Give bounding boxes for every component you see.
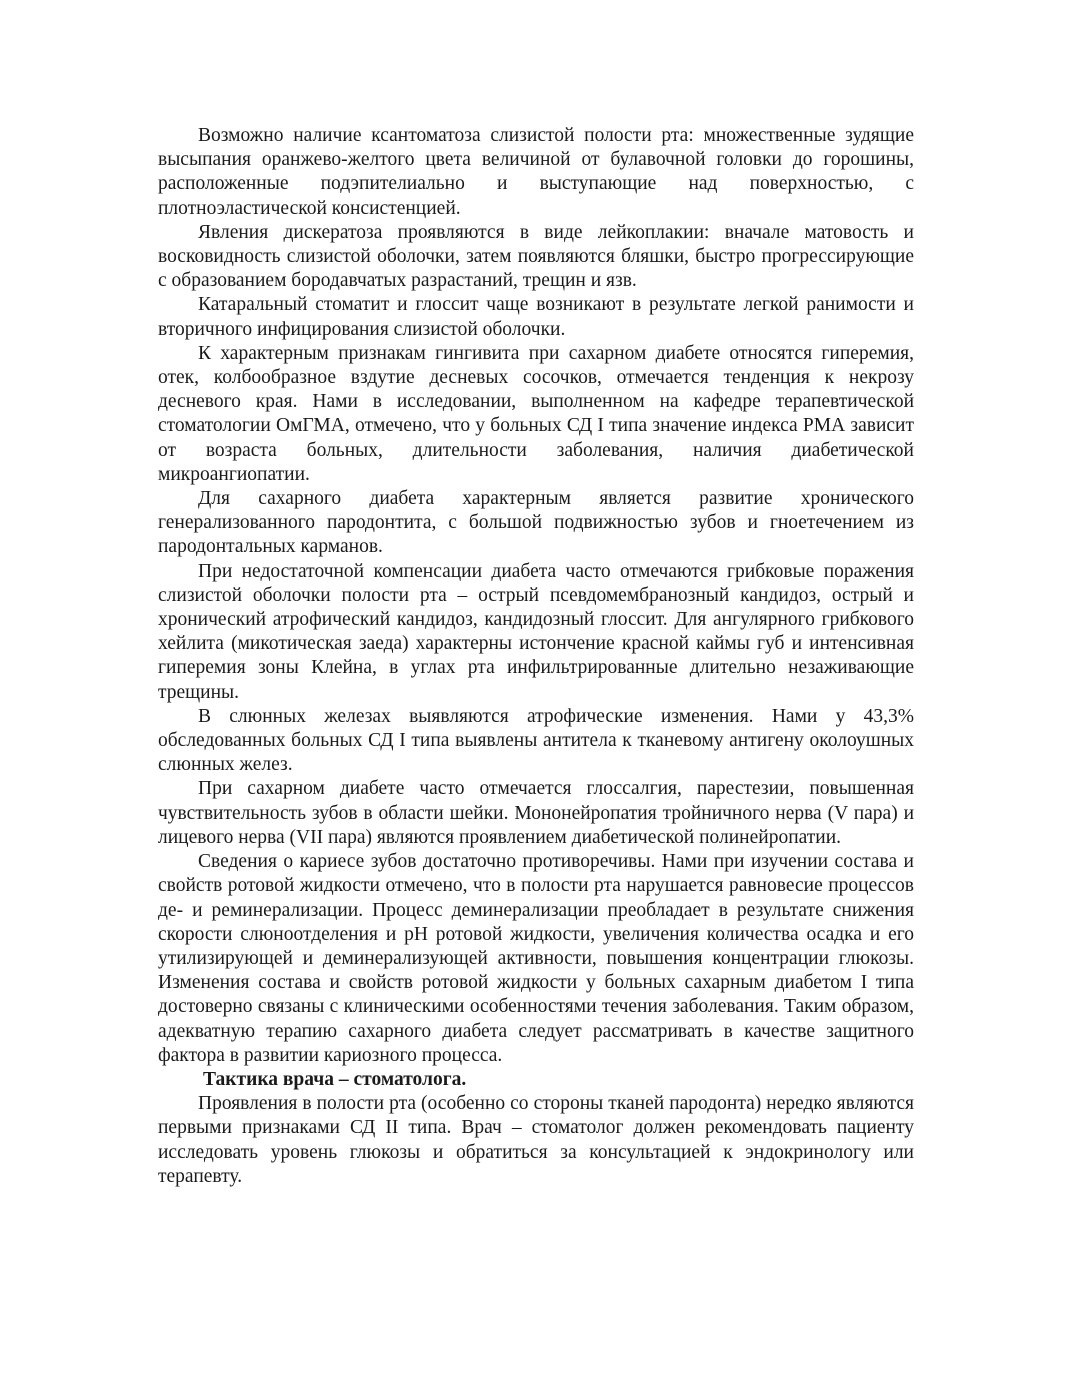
section-heading: Тактика врача – стоматолога. — [203, 1068, 467, 1090]
paragraph-periodontitis: Для сахарного диабета характерным является развитие хронического генерализованного пародонтита, с большой подвижностью зубов и гноетечением из пародонтальных карманов. — [158, 488, 914, 558]
paragraph-dentist-tactics: Проявления в полости рта (особенно со стороны тканей пародонта) нередко являются первыми признаками СД II типа. Врач – стоматолог должен рекомендовать пациенту исследовать уровень глюкозы и обратиться за консультацией к эндокринологу или терапевту. — [158, 1093, 914, 1187]
document-page — [158, 124, 914, 1189]
paragraph-dyskeratosis: Явления дискератоза проявляются в виде лейкоплакии: вначале матовость и восковидность слизистой оболочки, затем появляются бляшки, быстро прогрессирующие с образованием бородавчатых разрастаний, трещин и язв. — [158, 221, 914, 292]
paragraph-xanthomatosis: Возможно наличие ксантоматоза слизистой полости рта: множественные зудящие высыпания оранжево-желтого цвета величиной от булавочной головки до горошины, расположенные подэпителиально и выступающие над поверхностью, с плотноэластической консистенцией. — [158, 125, 914, 219]
paragraph-catarrhal-stomatitis: Катаральный стоматит и глоссит чаще возникают в результате легкой ранимости и вторичного инфицирования слизистой оболочки. — [158, 294, 914, 340]
paragraph-caries: Сведения о кариесе зубов достаточно противоречивы. Нами при изучении состава и свойств ротовой жидкости отмечено, что в полости рта нарушается равновесие процессов де- и реминерализации. Процесс деминерализации преобладает в результате снижения скорости слюноотделения и pH ротовой жидкости, увеличения количества осадка и его утилизирующей и деминерализующей активности, повышения концентрации глюкозы. Изменения состава и свойств ротовой жидкости у больных сахарным диабетом I типа достоверно связаны с клиническими особенностями течения заболевания. Таким образом, адекватную терапию сахарного диабета следует рассматривать в качестве защитного фактора в развитии кариозного процесса. — [158, 851, 914, 1066]
paragraph-salivary-glands: В слюнных железах выявляются атрофические изменения. Нами у 43,3% обследованных больных СД I типа выявлены антитела к тканевому антигену околоушных слюнных желез. — [158, 705, 914, 776]
paragraph-glossalgia: При сахарном диабете часто отмечается глоссалгия, парестезии, повышенная чувствительность зубов в области шейки. Мононейропатия тройничного нерва (V пара) и лицевого нерва (VII пара) являются проявлением диабетической полинейропатии. — [158, 778, 914, 848]
paragraph-fungal-lesions: При недостаточной компенсации диабета часто отмечаются грибковые поражения слизистой оболочки полости рта – острый псевдомембранозный кандидоз, острый и хронический атрофический кандидоз, кандидозный глоссит. Для ангулярного грибкового хейлита (микотическая заеда) характерны истончение красной каймы губ и интенсивная гиперемия зоны Клейна, в углах рта инфильтрированные длительно незаживающие трещины. — [158, 560, 914, 703]
paragraph-gingivitis: К характерным признакам гингивита при сахарном диабете относятся гиперемия, отек, колбообразное вздутие десневых сосочков, отмечается тенденция к некрозу десневого края. Нами в исследовании, выполненном на кафедре терапевтической стоматологии ОмГМА, отмечено, что у больных СД I типа значение индекса РМА зависит от возраста больных, длительности заболевания, наличия диабетической микроангиопатии. — [158, 342, 914, 485]
